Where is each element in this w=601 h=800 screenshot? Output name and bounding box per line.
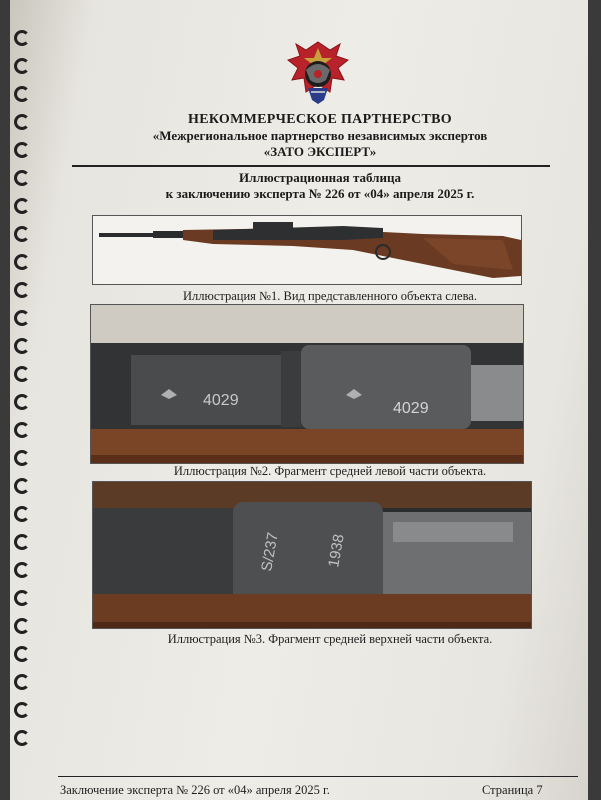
receiver-top-fragment-image <box>93 482 531 628</box>
illustration-2-photo <box>90 304 524 464</box>
marking-right-text: 4029 <box>393 400 429 417</box>
header-divider <box>72 165 550 167</box>
page-number: Страница 7 <box>482 783 543 797</box>
footer-left-text: Заключение эксперта № 226 от «04» апреля 2025 г. <box>60 783 330 797</box>
org-type-heading: НЕКОММЕРЧЕСКОЕ ПАРТНЕРСТВО <box>188 112 452 127</box>
spiral-binding <box>10 0 32 800</box>
footer-divider <box>58 776 578 777</box>
marking-left-text: 4029 <box>203 392 239 409</box>
illustration-2-caption: Иллюстрация №2. Фрагмент средней левой части объекта. <box>173 464 487 478</box>
organization-crest-logo <box>286 40 350 108</box>
marking-s237-text: S/237 <box>258 531 282 573</box>
illustration-1-caption: Иллюстрация №1. Вид представленного объекта слева. <box>183 289 477 303</box>
receiver-left-fragment-image <box>91 305 523 463</box>
document-page <box>10 0 588 800</box>
org-name-heading: «Межрегиональное партнерство независимых экспертов <box>152 128 488 143</box>
table-title: Иллюстрационная таблица <box>239 170 401 185</box>
illustration-1-photo <box>92 215 522 285</box>
marking-year-text: 1938 <box>325 532 348 569</box>
table-subtitle: к заключению эксперта № 226 от «04» апреля 2025 г. <box>165 186 475 201</box>
illustration-3-caption: Иллюстрация №3. Фрагмент средней верхней части объекта. <box>167 632 493 646</box>
org-brand-heading: «ЗАТО ЭКСПЕРТ» <box>263 144 377 159</box>
illustration-3-photo <box>92 481 532 629</box>
rifle-side-view-image <box>93 216 521 284</box>
